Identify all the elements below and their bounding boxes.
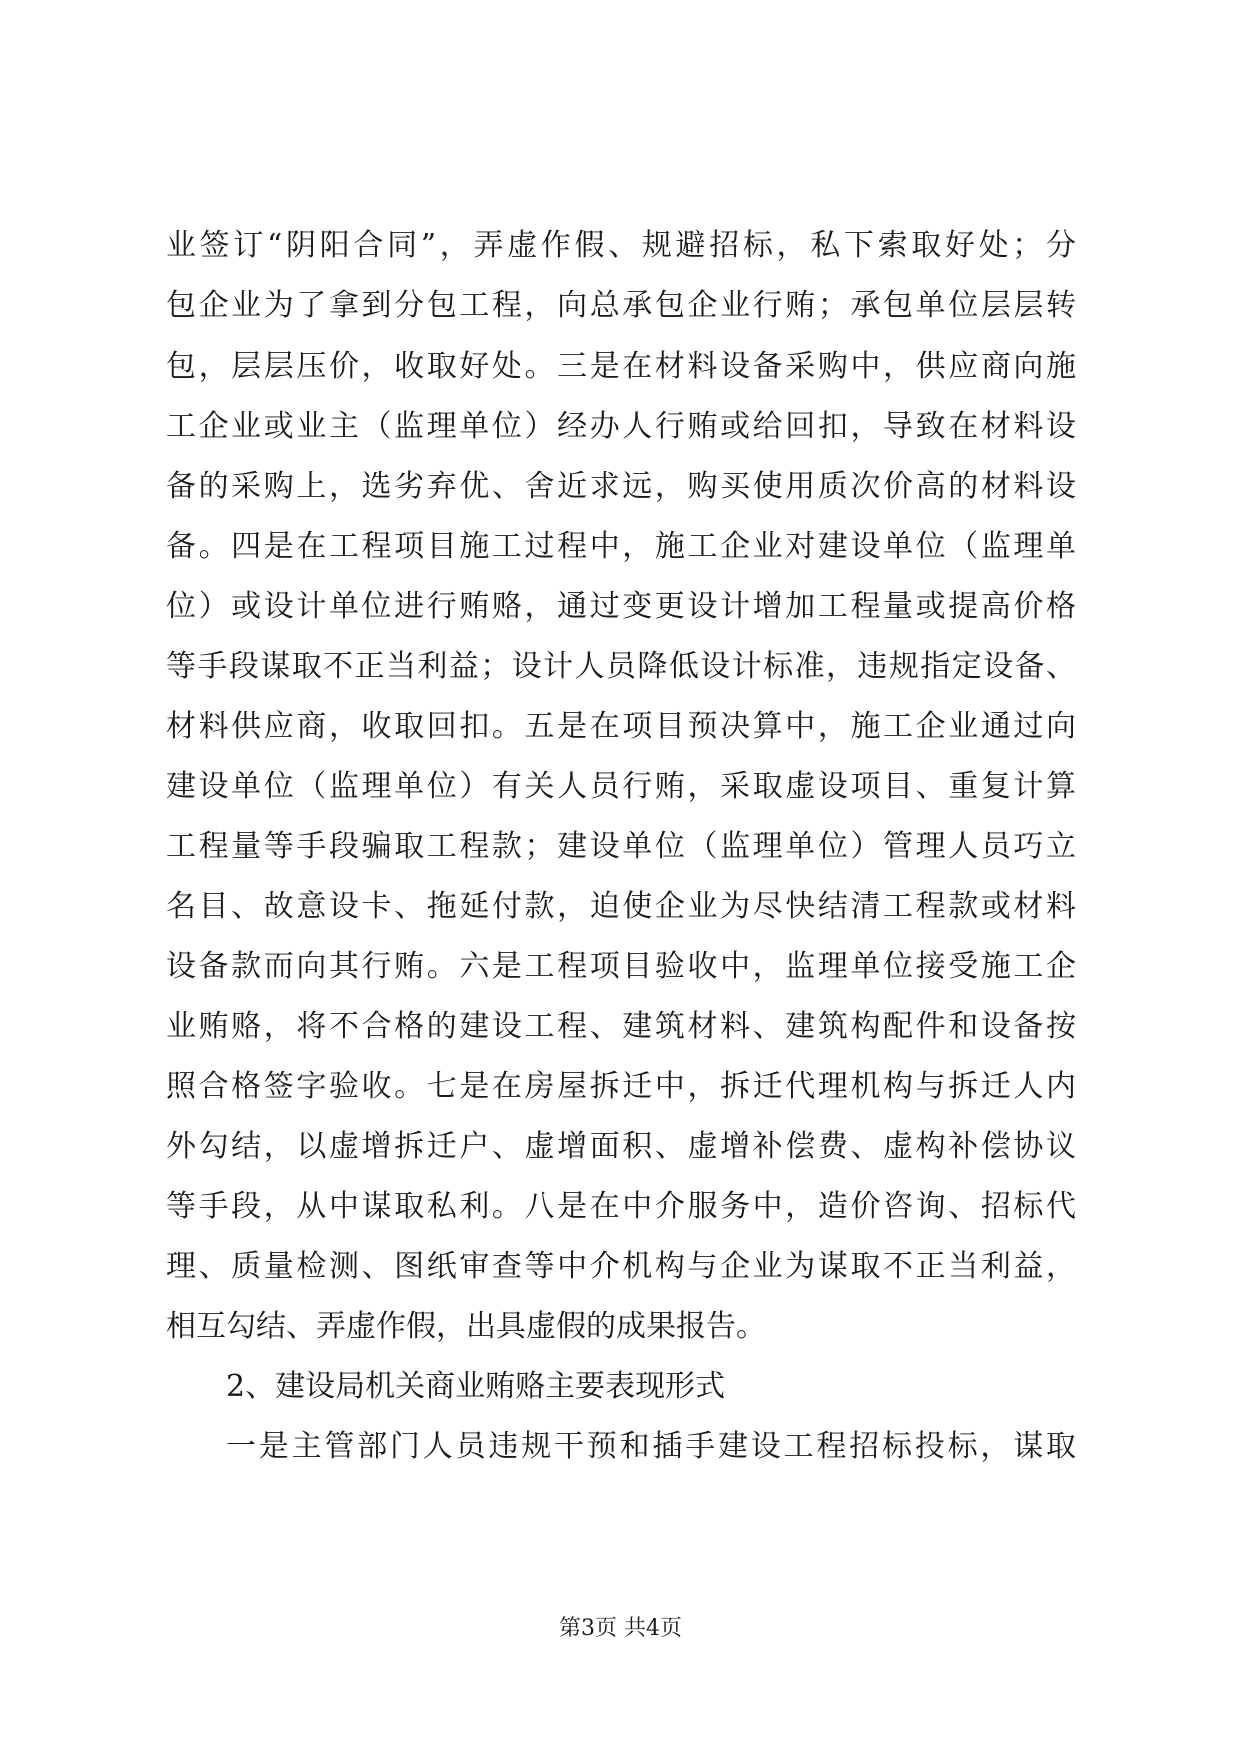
body-text-line: 工程量等手段骗取工程款；建设单位（监理单位）管理人员巧立: [166, 829, 1076, 864]
page-footer: 第3页 共4页: [559, 1616, 682, 1641]
body-text-line: 备的采购上，选劣弃优、舍近求远，购买使用质次价高的材料设: [166, 469, 1076, 504]
body-text-line: 等手段，从中谋取私利。八是在中介服务中，造价咨询、招标代: [166, 1189, 1076, 1224]
body-text-line: 理、质量检测、图纸审查等中介机构与企业为谋取不正当利益，: [166, 1249, 1076, 1284]
body-text-line: 相互勾结、弄虚作假，出具虚假的成果报告。: [166, 1309, 766, 1344]
body-text-line: 材料供应商，收取回扣。五是在项目预决算中，施工企业通过向: [166, 709, 1076, 744]
body-text-line: 业签订“阴阳合同”，弄虚作假、规避招标，私下索取好处；分: [166, 228, 1076, 263]
section-heading: 2、建设局机关商业贿赂主要表现形式: [226, 1369, 726, 1404]
body-text-line: 名目、故意设卡、拖延付款，迫使企业为尽快结清工程款或材料: [166, 889, 1076, 924]
body-text-line: 工企业或业主（监理单位）经办人行贿或给回扣，导致在材料设: [166, 409, 1076, 444]
body-text-line: 备。四是在工程项目施工过程中，施工企业对建设单位（监理单: [166, 529, 1076, 564]
body-text-line: 包，层层压价，收取好处。三是在材料设备采购中，供应商向施: [166, 349, 1076, 384]
body-text-line: 业贿赂，将不合格的建设工程、建筑材料、建筑构配件和设备按: [166, 1009, 1076, 1044]
body-text-line: 照合格签字验收。七是在房屋拆迁中，拆迁代理机构与拆迁人内: [166, 1069, 1076, 1104]
body-text-line: 等手段谋取不正当利益；设计人员降低设计标准，违规指定设备、: [166, 649, 1076, 684]
body-text-line: 包企业为了拿到分包工程，向总承包企业行贿；承包单位层层转: [166, 288, 1076, 323]
body-text-line: 建设单位（监理单位）有关人员行贿，采取虚设项目、重复计算: [166, 769, 1076, 804]
body-text-line: 一是主管部门人员违规干预和插手建设工程招标投标，谋取: [226, 1429, 1076, 1464]
body-text-line: 位）或设计单位进行贿赂，通过变更设计增加工程量或提高价格: [166, 589, 1076, 624]
body-text-line: 设备款而向其行贿。六是工程项目验收中，监理单位接受施工企: [166, 949, 1076, 984]
body-text-line: 外勾结，以虚增拆迁户、虚增面积、虚增补偿费、虚构补偿协议: [166, 1129, 1076, 1164]
